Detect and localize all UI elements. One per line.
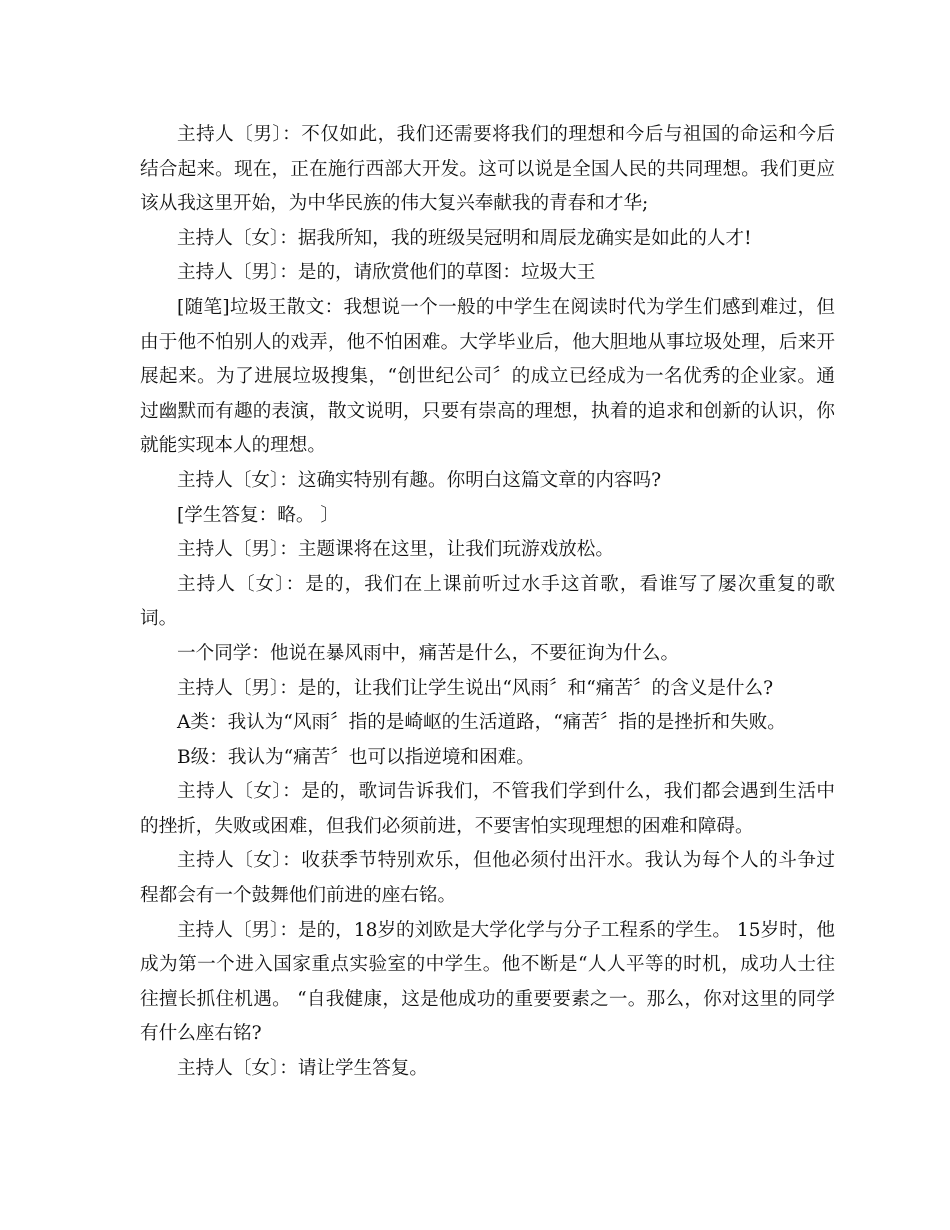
paragraph-student-lyrics: 一个同学：他说在暴风雨中，痛苦是什么，不要征询为什么。 [177,642,680,664]
paragraph-host-female-question: 主持人〔女〕：这确实特别有趣。你明白这篇文章的内容吗? [177,469,662,491]
paragraph-host-male-liu-ou: 主持人〔男〕：是的，18岁的刘欧是大学化学与分子工程系的学生。 15岁时，他成为第一个进入国家重点实验室的中学生。他不断是“人人平等的时机，成功人士往往擅长抓住机遇。 “自我健康，这是他成功的重要要素之一。那么，你对这里的同学有什么座右铭? [140,919,835,1045]
paragraph-host-male-meaning: 主持人〔男〕：是的，让我们让学生说出“风雨〞和“痛苦〞的含义是什么? [177,677,774,699]
paragraph-garbage-king-essay: [随笔]垃圾王散文：我想说一个一般的中学生在阅读时代为学生们感到难过，但由于他不怕别人的戏弄，他不怕困难。大学毕业后，他大胆地从事垃圾处理，后来开展起来。为了进展垃圾搜集，“创世纪公司〞的成立已经成为一名优秀的企业家。通过幽默而有趣的表演，散文说明，只要有崇高的理想，执着的追求和创新的认识，你就能实现本人的理想。 [140,296,835,457]
paragraph-host-male-ideals: 主持人〔男〕：不仅如此，我们还需要将我们的理想和今后与祖国的命运和今后结合起来。现在，正在施行西部大开发。这可以说是全国人民的共同理想。我们更应该从我这里开始，为中华民族的伟大复兴奉献我的青春和才华; [140,124,835,215]
paragraph-host-male-sketch-intro: 主持人〔男〕：是的，请欣赏他们的草图：垃圾大王 [177,262,596,284]
paragraph-student-answer-note: [学生答复：略。 〕 [177,504,339,526]
paragraph-host-female-song: 主持人〔女〕：是的，我们在上课前听过水手这首歌，看谁写了屡次重复的歌词。 [140,573,835,630]
paragraph-host-female-motto: 主持人〔女〕：收获季节特别欢乐，但他必须付出汗水。我认为每个人的斗争过程都会有一个鼓舞他们前进的座右铭。 [140,850,835,907]
paragraph-host-female-lyrics-lesson: 主持人〔女〕：是的，歌词告诉我们，不管我们学到什么，我们都会遇到生活中的挫折，失败或困难，但我们必须前进，不要害怕实现理想的困难和障碍。 [140,781,835,837]
paragraph-class-b-answer: B级：我认为“痛苦〞也可以指逆境和困难。 [177,746,535,768]
document-body [140,118,835,1087]
paragraph-host-female-closing: 主持人〔女〕：请让学生答复。 [177,1058,429,1080]
paragraph-host-female-talent: 主持人〔女〕：据我所知，我的班级吴冠明和周辰龙确实是如此的人才! [177,227,752,249]
paragraph-class-a-answer: A类：我认为“风雨〞指的是崎岖的生活道路，“痛苦〞指的是挫折和失败。 [177,712,786,734]
paragraph-host-male-game: 主持人〔男〕：主题课将在这里，让我们玩游戏放松。 [177,539,614,561]
